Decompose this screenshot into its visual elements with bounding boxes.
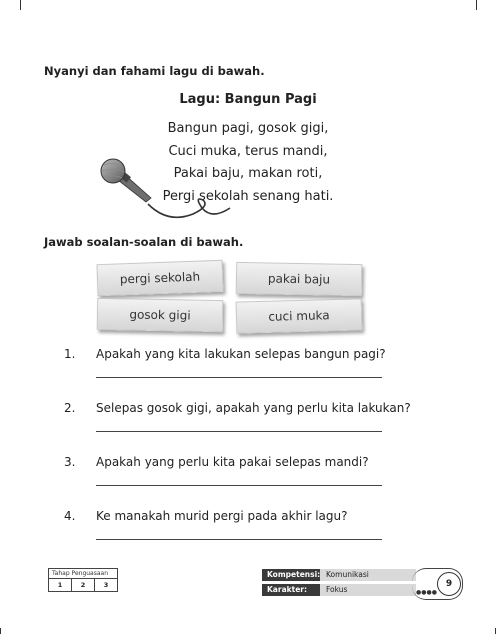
kompetensi-band	[262, 569, 416, 581]
question-text: Selepas gosok gigi, apakah yang perlu kita lakukan?	[96, 401, 411, 415]
karakter-label: Karakter:	[262, 584, 320, 596]
crop-mark	[0, 628, 1, 634]
level-cell-3[interactable]: 3	[103, 581, 109, 589]
question-number: 4.	[64, 509, 76, 523]
question-number: 2.	[64, 401, 76, 415]
lyric-line: Bangun pagi, gosok gigi,	[167, 121, 329, 136]
karakter-value: Fokus	[326, 585, 348, 594]
question-number: 3.	[64, 455, 76, 469]
question-text: Ke manakah murid pergi pada akhir lagu?	[96, 509, 348, 523]
answer-option-cuci-muka: cuci muka	[236, 298, 363, 333]
question-number: 1.	[64, 347, 76, 361]
level-cell-2[interactable]: 2	[72, 579, 95, 591]
lyric-line: Pakai baju, makan roti,	[173, 166, 323, 181]
answer-option-gosok-gigi: gosok gigi	[97, 298, 224, 332]
crop-mark	[20, 0, 21, 10]
answer-line[interactable]	[96, 377, 382, 378]
decorative-dots-icon: ●●●●	[416, 589, 437, 596]
answer-line[interactable]	[96, 539, 382, 540]
page-number: 9	[437, 572, 461, 596]
song-title: Lagu: Bangun Pagi	[179, 92, 317, 107]
answer-line[interactable]	[96, 431, 382, 432]
lyric-line: Cuci muka, terus mandi,	[168, 143, 328, 159]
tahap-label: Tahap Penguasaan	[49, 569, 117, 579]
karakter-band	[262, 584, 416, 596]
answer-option-pergi-sekolah: pergi sekolah	[96, 260, 223, 296]
song-lyrics	[0, 118, 496, 208]
song-instruction: Nyanyi dan fahami lagu di bawah.	[44, 64, 265, 78]
question-text: Apakah yang perlu kita pakai selepas mandi?	[96, 455, 369, 469]
kompetensi-label: Kompetensi:	[262, 569, 320, 581]
kompetensi-value: Komunikasi	[326, 570, 369, 579]
answer-option-pakai-baju: pakai baju	[236, 262, 363, 296]
question-text: Apakah yang kita lakukan selepas bangun pagi?	[96, 347, 386, 361]
questions-instruction: Jawab soalan-soalan di bawah.	[44, 235, 244, 249]
answer-line[interactable]	[96, 485, 382, 486]
crop-mark	[476, 0, 477, 10]
level-cell-1[interactable]: 1	[49, 579, 72, 591]
tahap-penguasaan-table	[48, 568, 118, 592]
microphone-icon	[98, 156, 238, 226]
lyric-line: Pergi sekolah senang hati.	[162, 188, 334, 204]
